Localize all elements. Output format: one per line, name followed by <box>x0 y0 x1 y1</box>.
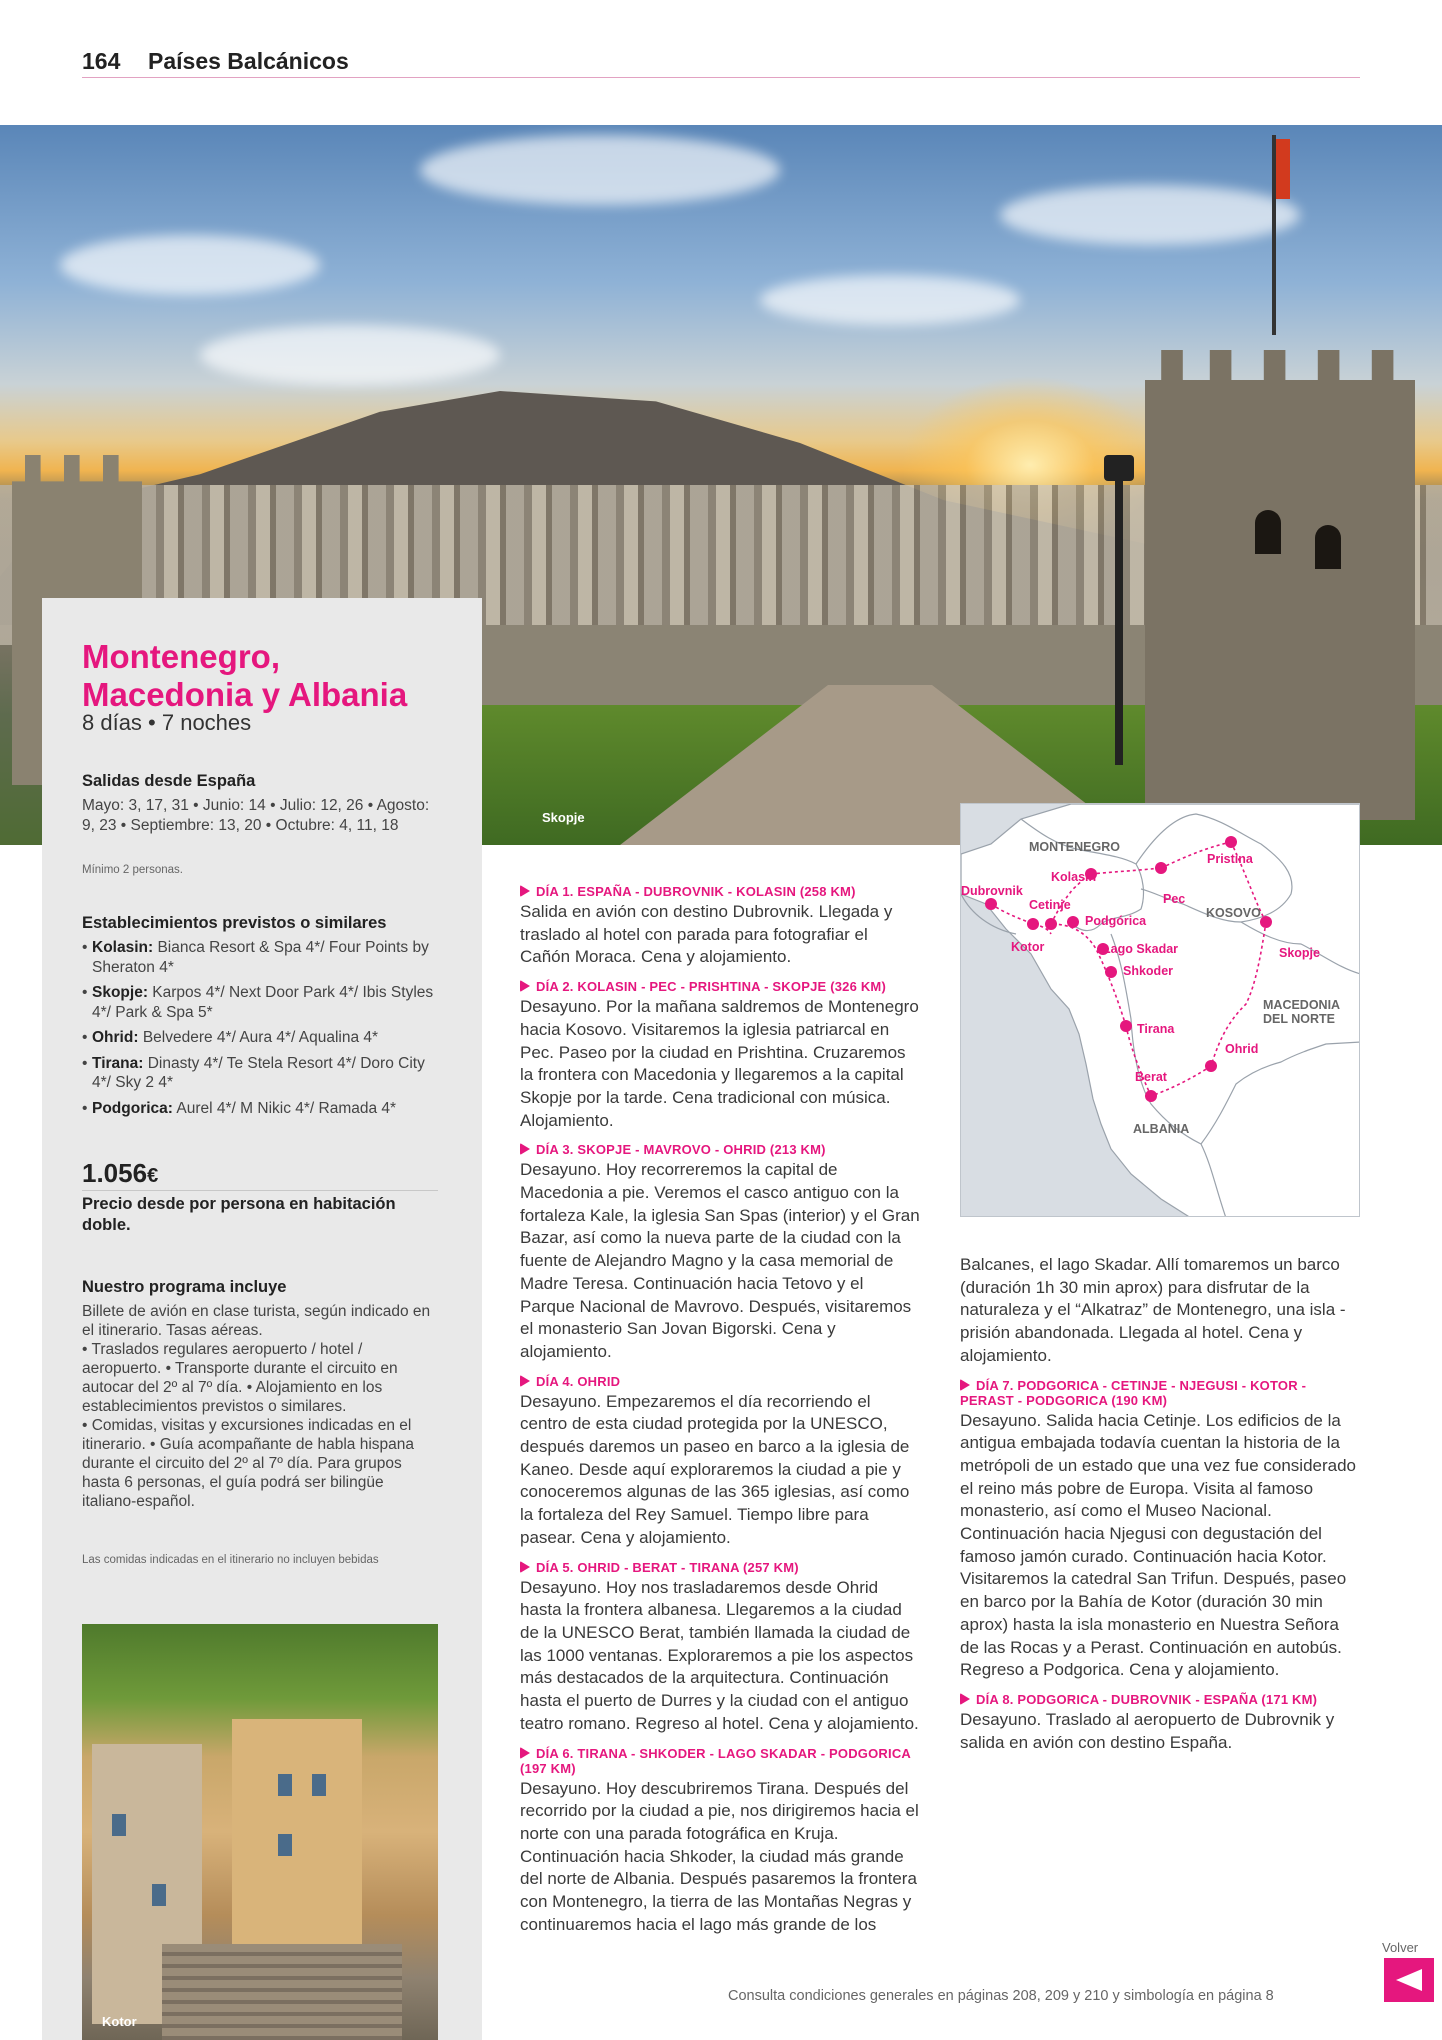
page-header <box>82 48 1360 78</box>
price-description: Precio desde por persona en habitación doble. <box>82 1195 396 1234</box>
country-label-macedonia-2: DEL NORTE <box>1263 1012 1335 1026</box>
trip-summary-sidebar <box>42 598 482 2040</box>
price-currency: € <box>147 1165 159 1187</box>
day-1-text: Salida en avión con destino Dubrovnik. Llegada y traslado al hotel con parada para fotografiar el Cañón Moraca. Cena y alojamiento. <box>520 902 893 967</box>
day-5-heading: DÍA 5. OHRID - BERAT - TIRANA (257 KM) <box>520 1560 920 1575</box>
city-label-tirana: Tirana <box>1137 1022 1175 1036</box>
day-4-heading: DÍA 4. OHRID <box>520 1374 920 1389</box>
kotor-caption: Kotor <box>102 2014 137 2029</box>
city-marker-tirana <box>1120 1020 1132 1032</box>
day-2-text: Desayuno. Por la mañana saldremos de Montenegro hacia Kosovo. Visitaremos la iglesia patriarcal en Pec. Paseo por la ciudad en Prishtina. Cruzaremos la frontera con Macedonia y llegaremos a la capital Skopje por la tarde. Cena tradicional con música. Alojamiento. <box>520 997 919 1130</box>
hotel-item: • Podgorica: Aurel 4*/ M Nikic 4*/ Ramada 4* <box>82 1099 442 1119</box>
day-8-heading: DÍA 8. PODGORICA - DUBROVNIK - ESPAÑA (171 KM) <box>960 1692 1360 1707</box>
triangle-bullet-icon <box>520 1375 530 1387</box>
city-label-cetinje: Cetinje <box>1029 898 1071 912</box>
city-label-pec: Pec <box>1163 892 1186 906</box>
departures-heading: Salidas desde España <box>82 772 256 790</box>
price <box>82 1158 442 1189</box>
city-marker-pec <box>1155 862 1167 874</box>
country-label-kosovo: KOSOVO <box>1206 906 1261 920</box>
country-label-montenegro: MONTENEGRO <box>1029 840 1120 854</box>
day-7-heading: DÍA 7. PODGORICA - CETINJE - NJEGUSI - KOTOR - PERAST - PODGORICA (190 KM) <box>960 1377 1307 1408</box>
day-4-text: Desayuno. Empezaremos el día recorriendo el centro de esta ciudad protegida por la UNESCO, después daremos un paseo en barco a la iglesia de Kaneo. Desde aquí exploraremos la ciudad a pie y conoceremos algunas de las 365 iglesias, así como la fortaleza del Rey Samuel. Tiempo libre para pasear. Cena y alojamiento. <box>520 1391 910 1547</box>
city-marker-pristina <box>1225 836 1237 848</box>
triangle-bullet-icon <box>520 1561 530 1573</box>
trip-title-line2: Macedonia y Albania <box>82 676 408 713</box>
hotel-item: • Tirana: Dinasty 4*/ Te Stela Resort 4*/ Doro City 4*/ Sky 2 4* <box>82 1054 442 1093</box>
day-6-text-continued: Balcanes, el lago Skadar. Allí tomaremos un barco (duración 1h 30 min aprox) para disfrutar de la naturaleza y el “Alkatraz” de Montenegro, una isla - prisión abandonada. Llegada al hotel. Cena y alojamiento. <box>960 1255 1346 1365</box>
includes-line: • Comidas, visitas y excursiones indicadas en el itinerario. • Guía acompañante de habla hispana durante el circuito del 2º al 7º día. Para grupos hasta 6 personas, el guía podrá ser bilingüe italiano-español. <box>82 1417 415 1510</box>
hero-caption: Skopje <box>542 810 585 825</box>
day-7-text: Desayuno. Salida hacia Cetinje. Los edificios de la antigua embajada todavía cuentan la historia de la metrópoli de un estado que una vez fue considerado el reino más pobre de Europa. Visita al famoso monasterio, así como el Museo Nacional. Continuación hacia Njegusi con degustación del famoso jamón curado. Continuación hacia Kotor. Visitaremos la catedral San Trifun. Después, paseo en barco por la Bahía de Kotor (duración 30 min aprox) hasta la isla monasterio en Nuestra Señora de las Rocas y a Perast. Continuación en autobús. Regreso a Podgorica. Cena y alojamiento. <box>960 1410 1356 1680</box>
city-marker-cetinje <box>1045 918 1057 930</box>
trip-title <box>82 638 442 714</box>
trip-duration: 8 días • 7 noches <box>82 710 252 735</box>
country-label-macedonia-1: MACEDONIA <box>1263 998 1341 1012</box>
day-3-heading: DÍA 3. SKOPJE - MAVROVO - OHRID (213 KM) <box>520 1142 920 1157</box>
day-1-heading: DÍA 1. ESPAÑA - DUBROVNIK - KOLASIN (258 KM) <box>520 884 920 899</box>
city-label-berat: Berat <box>1135 1070 1167 1084</box>
day-5-text: Desayuno. Hoy nos trasladaremos desde Ohrid hasta la frontera albanesa. Llegaremos a la ciudad de la UNESCO Berat, también llamada la ciudad de las 1000 ventanas. Exploraremos a pie los aspectos más destacados de la arquitectura. Continuación hasta el puerto de Durres y la ciudad con el antiguo teatro romano. Regreso al hotel. Cena y alojamiento. <box>520 1577 919 1733</box>
back-arrow-icon <box>1396 1969 1422 1991</box>
back-button[interactable] <box>1384 1958 1434 2002</box>
departures-dates: Mayo: 3, 17, 31 • Junio: 14 • Julio: 12, 26 • Agosto: 9, 23 • Septiembre: 13, 20 • Octubre: 4, 11, 18 <box>82 797 430 834</box>
city-marker-berat <box>1145 1090 1157 1102</box>
city-marker-ohrid <box>1205 1060 1217 1072</box>
city-marker-skopje <box>1260 916 1272 928</box>
conditions-footer: Consulta condiciones generales en páginas 208, 209 y 210 y simbología en página 8 <box>728 1988 1274 2004</box>
city-label-podgorica: Podgórica <box>1085 914 1147 928</box>
hotels-list <box>82 938 442 1124</box>
day-3-text: Desayuno. Hoy recorreremos la capital de Macedonia a pie. Veremos el casco antiguo con la fortaleza Kale, la iglesia San Spas (interior) y el Gran Bazar, así como la nueva parte de la ciudad con la fuente de Alejandro Magno y la casa memorial de Madre Teresa. Continuación hacia Tetovo y el Parque Nacional de Mavrovo. Después, visitaremos el monasterio San Jovan Bigorski. Cena y alojamiento. <box>520 1160 920 1361</box>
price-divider <box>82 1190 438 1191</box>
city-marker-kotor <box>1027 918 1039 930</box>
price-amount: 1.056 <box>82 1158 148 1188</box>
meals-note: Las comidas indicadas en el itinerario no incluyen bebidas <box>82 1554 379 1566</box>
city-label-ohrid: Ohrid <box>1225 1042 1259 1056</box>
city-label-shkoder: Shkoder <box>1123 964 1174 978</box>
minimum-people-note: Mínimo 2 personas. <box>82 864 183 876</box>
back-label[interactable]: Volver <box>1382 1940 1419 1955</box>
hotel-item: • Kolasin: Bianca Resort & Spa 4*/ Four Points by Sheraton 4* <box>82 938 442 977</box>
route-map <box>960 803 1360 1217</box>
includes-heading: Nuestro programa incluye <box>82 1278 287 1296</box>
includes-line: • Traslados regulares aeropuerto / hotel / aeropuerto. • Transporte durante el circuito en autocar del 2º al 7º día. • Alojamiento en los establecimientos previstos o similares. <box>82 1341 398 1415</box>
triangle-bullet-icon <box>520 1143 530 1155</box>
city-marker-shkoder <box>1105 966 1117 978</box>
city-label-kolasin: Kolasin <box>1051 870 1097 884</box>
city-label-skopje: Skopje <box>1279 946 1320 960</box>
city-label-kotor: Kotor <box>1011 940 1045 954</box>
day-6-heading: DÍA 6. TIRANA - SHKODER - LAGO SKADAR - PODGORICA (197 KM) <box>520 1745 911 1776</box>
triangle-bullet-icon <box>520 1747 530 1759</box>
city-label-dubrovnik: Dubrovnik <box>961 884 1023 898</box>
city-label-lago-skadar: Lago Skadar <box>1103 942 1179 956</box>
city-marker-dubrovnik <box>985 898 997 910</box>
trip-title-line1: Montenegro, <box>82 638 280 675</box>
itinerary-column-2 <box>960 1254 1360 1764</box>
section-title: Países Balcánicos <box>148 48 349 74</box>
city-marker-podgorica <box>1067 916 1079 928</box>
city-label-pristina: Pristina <box>1207 852 1253 866</box>
country-label-albania: ALBANIA <box>1133 1122 1190 1136</box>
includes-line: Billete de avión en clase turista, según indicado en el itinerario. Tasas aéreas. <box>82 1303 431 1339</box>
hotel-item: • Skopje: Karpos 4*/ Next Door Park 4*/ Ibis Styles 4*/ Park & Spa 5* <box>82 983 442 1022</box>
hotel-item: • Ohrid: Belvedere 4*/ Aura 4*/ Aqualina 4* <box>82 1028 442 1048</box>
day-8-text: Desayuno. Traslado al aeropuerto de Dubrovnik y salida en avión con destino España. <box>960 1709 1335 1752</box>
triangle-bullet-icon <box>960 1693 970 1705</box>
triangle-bullet-icon <box>960 1379 970 1391</box>
day-6-text: Desayuno. Hoy descubriremos Tirana. Después del recorrido por la ciudad a pie, nos dirigiremos hacia el norte con una parada fotográfica en Kruja. Continuación hacia Shkoder, la ciudad más grande del norte de Albania. Después pasaremos la frontera con Montenegro, la tierra de las Montañas Negras y continuaremos hacia el lago más grande de los <box>520 1778 919 1934</box>
kotor-photo <box>82 1624 438 2040</box>
triangle-bullet-icon <box>520 980 530 992</box>
day-2-heading: DÍA 2. KOLASIN - PEC - PRISHTINA - SKOPJE (326 KM) <box>520 979 920 994</box>
itinerary-column-1 <box>520 884 920 1946</box>
triangle-bullet-icon <box>520 885 530 897</box>
page-number: 164 <box>82 48 121 74</box>
includes-text <box>82 1302 442 1511</box>
hotels-heading: Establecimientos previstos o similares <box>82 914 387 932</box>
